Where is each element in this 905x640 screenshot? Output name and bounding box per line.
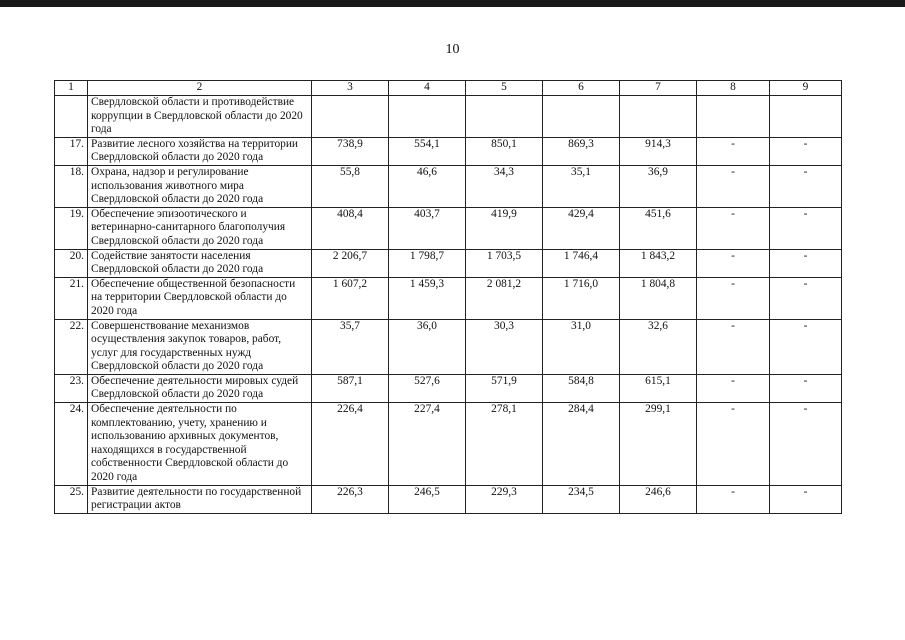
value-col-8: - bbox=[697, 277, 770, 319]
value-col-9: - bbox=[770, 165, 842, 207]
scan-edge-bar bbox=[0, 0, 905, 7]
table-row bbox=[55, 277, 842, 319]
value-col-6: 429,4 bbox=[543, 207, 620, 249]
value-col-4: 527,6 bbox=[389, 374, 466, 402]
table-row bbox=[55, 137, 842, 165]
program-name: Свердловской области и противодействие коррупции в Свердловской области до 2020 года bbox=[88, 96, 312, 138]
value-col-9: - bbox=[770, 403, 842, 486]
column-header: 6 bbox=[543, 81, 620, 96]
column-header: 7 bbox=[620, 81, 697, 96]
value-col-4: 227,4 bbox=[389, 403, 466, 486]
value-col-3: 738,9 bbox=[312, 137, 389, 165]
value-col-4 bbox=[389, 96, 466, 138]
value-col-5 bbox=[466, 96, 543, 138]
value-col-4: 1 459,3 bbox=[389, 277, 466, 319]
row-number: 19. bbox=[55, 207, 88, 249]
program-name: Развитие лесного хозяйства на территории Свердловской области до 2020 года bbox=[88, 137, 312, 165]
value-col-3: 55,8 bbox=[312, 165, 389, 207]
table-row bbox=[55, 207, 842, 249]
column-header: 2 bbox=[88, 81, 312, 96]
value-col-4: 46,6 bbox=[389, 165, 466, 207]
value-col-9 bbox=[770, 96, 842, 138]
program-name: Содействие занятости населения Свердловской области до 2020 года bbox=[88, 249, 312, 277]
row-number: 17. bbox=[55, 137, 88, 165]
value-col-3: 35,7 bbox=[312, 319, 389, 374]
value-col-4: 1 798,7 bbox=[389, 249, 466, 277]
program-name: Охрана, надзор и регулирование использования животного мира Свердловской области до 2020 года bbox=[88, 165, 312, 207]
value-col-3: 408,4 bbox=[312, 207, 389, 249]
value-col-9: - bbox=[770, 485, 842, 513]
table-row bbox=[55, 485, 842, 513]
value-col-6: 1 716,0 bbox=[543, 277, 620, 319]
value-col-8: - bbox=[697, 207, 770, 249]
value-col-4: 403,7 bbox=[389, 207, 466, 249]
table-row bbox=[55, 165, 842, 207]
value-col-5: 34,3 bbox=[466, 165, 543, 207]
value-col-4: 554,1 bbox=[389, 137, 466, 165]
value-col-9: - bbox=[770, 319, 842, 374]
value-col-7: 36,9 bbox=[620, 165, 697, 207]
column-header: 5 bbox=[466, 81, 543, 96]
value-col-7 bbox=[620, 96, 697, 138]
value-col-5: 278,1 bbox=[466, 403, 543, 486]
value-col-6: 584,8 bbox=[543, 374, 620, 402]
row-number: 22. bbox=[55, 319, 88, 374]
table-row bbox=[55, 403, 842, 486]
value-col-9: - bbox=[770, 374, 842, 402]
value-col-6: 31,0 bbox=[543, 319, 620, 374]
value-col-3: 226,3 bbox=[312, 485, 389, 513]
page-number: 10 bbox=[445, 42, 460, 57]
column-header: 8 bbox=[697, 81, 770, 96]
value-col-3: 2 206,7 bbox=[312, 249, 389, 277]
value-col-9: - bbox=[770, 277, 842, 319]
value-col-8: - bbox=[697, 249, 770, 277]
value-col-3: 226,4 bbox=[312, 403, 389, 486]
value-col-5: 1 703,5 bbox=[466, 249, 543, 277]
value-col-3: 587,1 bbox=[312, 374, 389, 402]
value-col-7: 914,3 bbox=[620, 137, 697, 165]
table-row bbox=[55, 96, 842, 138]
value-col-3: 1 607,2 bbox=[312, 277, 389, 319]
budget-table bbox=[54, 80, 842, 514]
program-name: Обеспечение деятельности по комплектованию, учету, хранению и использованию архивных документов, находящихся в государственной собственности Свердловской области до 2020 года bbox=[88, 403, 312, 486]
value-col-8: - bbox=[697, 319, 770, 374]
value-col-5: 30,3 bbox=[466, 319, 543, 374]
value-col-9: - bbox=[770, 137, 842, 165]
value-col-5: 571,9 bbox=[466, 374, 543, 402]
value-col-7: 299,1 bbox=[620, 403, 697, 486]
table-body bbox=[55, 81, 842, 514]
value-col-4: 246,5 bbox=[389, 485, 466, 513]
value-col-9: - bbox=[770, 249, 842, 277]
value-col-6: 234,5 bbox=[543, 485, 620, 513]
value-col-5: 850,1 bbox=[466, 137, 543, 165]
column-header: 1 bbox=[55, 81, 88, 96]
row-number: 21. bbox=[55, 277, 88, 319]
value-col-7: 615,1 bbox=[620, 374, 697, 402]
value-col-6: 1 746,4 bbox=[543, 249, 620, 277]
row-number: 25. bbox=[55, 485, 88, 513]
column-header: 4 bbox=[389, 81, 466, 96]
value-col-8: - bbox=[697, 165, 770, 207]
program-name: Совершенствование механизмов осуществления закупок товаров, работ, услуг для государственных нужд Свердловской области до 2020 года bbox=[88, 319, 312, 374]
value-col-3 bbox=[312, 96, 389, 138]
program-name: Обеспечение эпизоотического и ветеринарно-санитарного благополучия Свердловской области до 2020 года bbox=[88, 207, 312, 249]
value-col-5: 2 081,2 bbox=[466, 277, 543, 319]
value-col-9: - bbox=[770, 207, 842, 249]
value-col-4: 36,0 bbox=[389, 319, 466, 374]
value-col-7: 451,6 bbox=[620, 207, 697, 249]
column-header: 9 bbox=[770, 81, 842, 96]
value-col-6: 869,3 bbox=[543, 137, 620, 165]
value-col-6 bbox=[543, 96, 620, 138]
value-col-7: 1 804,8 bbox=[620, 277, 697, 319]
value-col-8 bbox=[697, 96, 770, 138]
row-number: 20. bbox=[55, 249, 88, 277]
table-row bbox=[55, 249, 842, 277]
table-row bbox=[55, 319, 842, 374]
column-number-row bbox=[55, 81, 842, 96]
program-name: Развитие деятельности по государственной регистрации актов bbox=[88, 485, 312, 513]
row-number bbox=[55, 96, 88, 138]
row-number: 23. bbox=[55, 374, 88, 402]
row-number: 18. bbox=[55, 165, 88, 207]
program-name: Обеспечение общественной безопасности на территории Свердловской области до 2020 года bbox=[88, 277, 312, 319]
program-name: Обеспечение деятельности мировых судей Свердловской области до 2020 года bbox=[88, 374, 312, 402]
value-col-8: - bbox=[697, 137, 770, 165]
value-col-8: - bbox=[697, 485, 770, 513]
value-col-5: 229,3 bbox=[466, 485, 543, 513]
value-col-7: 1 843,2 bbox=[620, 249, 697, 277]
value-col-7: 32,6 bbox=[620, 319, 697, 374]
value-col-8: - bbox=[697, 374, 770, 402]
table-row bbox=[55, 374, 842, 402]
value-col-8: - bbox=[697, 403, 770, 486]
column-header: 3 bbox=[312, 81, 389, 96]
value-col-6: 35,1 bbox=[543, 165, 620, 207]
value-col-7: 246,6 bbox=[620, 485, 697, 513]
row-number: 24. bbox=[55, 403, 88, 486]
value-col-6: 284,4 bbox=[543, 403, 620, 486]
value-col-5: 419,9 bbox=[466, 207, 543, 249]
